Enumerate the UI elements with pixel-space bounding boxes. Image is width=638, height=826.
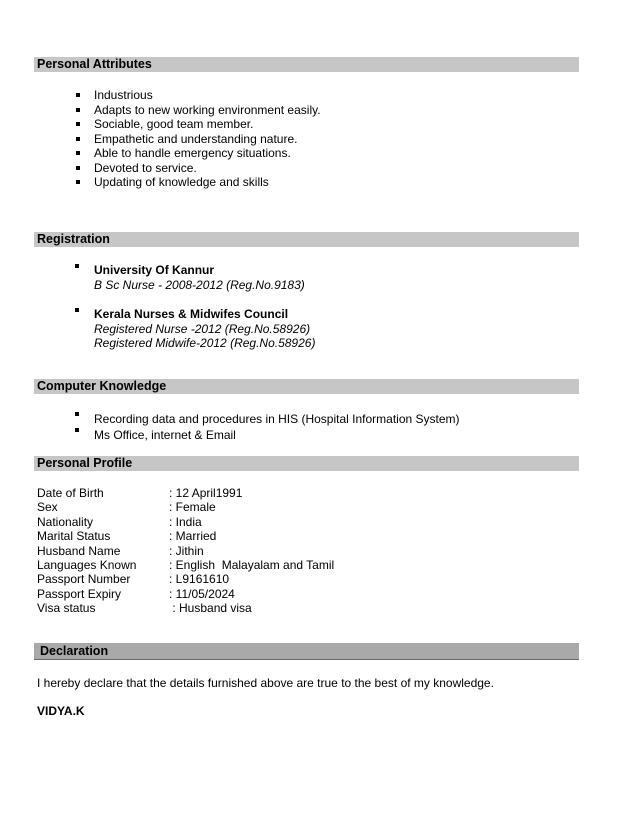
list-item: Empathetic and understanding nature. (74, 132, 321, 147)
profile-value: : English Malayalam and Tamil (169, 558, 335, 573)
profile-label: Marital Status (37, 529, 111, 544)
profile-table (37, 486, 334, 616)
registration-entry (74, 263, 305, 292)
personal-profile-heading: Personal Profile (34, 456, 579, 471)
personal-attributes-list (74, 88, 321, 190)
profile-value: : Married (169, 529, 217, 544)
profile-value: : Husband visa (169, 601, 252, 616)
profile-row (37, 544, 334, 558)
profile-row (37, 500, 334, 514)
registration-detail: Registered Midwife-2012 (Reg.No.58926) (94, 336, 316, 350)
registration-detail: B Sc Nurse - 2008-2012 (Reg.No.9183) (94, 277, 305, 292)
profile-value: : India (169, 514, 202, 529)
profile-row (37, 601, 334, 615)
signature-name: VIDYA.K (37, 704, 85, 718)
profile-value: : L9161610 (169, 572, 230, 587)
profile-label: Passport Number (37, 572, 131, 587)
profile-label: Husband Name (37, 543, 121, 558)
profile-value: : Female (169, 500, 216, 515)
registration-title: Kerala Nurses & Midwifes Council (94, 307, 289, 321)
registration-item (74, 307, 315, 351)
list-item: Adapts to new working environment easily. (74, 103, 321, 118)
registration-heading: Registration (34, 232, 579, 247)
personal-attributes-heading: Personal Attributes (34, 57, 579, 72)
profile-value: : 11/05/2024 (169, 586, 235, 601)
registration-entry (74, 307, 315, 351)
profile-row (37, 587, 334, 601)
profile-row (37, 486, 334, 500)
profile-label: Nationality (37, 514, 94, 529)
list-item: Recording data and procedures in HIS (Hospital Information System) (74, 411, 460, 427)
list-item: Devoted to service. (74, 161, 321, 176)
registration-detail: Registered Nurse -2012 (Reg.No.58926) (94, 321, 311, 336)
list-item: Able to handle emergency situations. (74, 146, 321, 161)
declaration-heading: Declaration (34, 643, 579, 660)
list-item: Updating of knowledge and skills (74, 175, 321, 190)
profile-row (37, 558, 334, 572)
profile-row (37, 529, 334, 543)
profile-label: Languages Known (37, 558, 137, 573)
profile-value: : Jithin (169, 543, 204, 558)
profile-label: Sex (37, 500, 58, 515)
profile-row (37, 572, 334, 586)
list-item: Industrious (74, 88, 321, 103)
profile-label: Date of Birth (37, 486, 104, 500)
computer-knowledge-heading: Computer Knowledge (34, 379, 579, 394)
profile-value: : 12 April1991 (169, 486, 243, 500)
list-item: Sociable, good team member. (74, 117, 321, 132)
computer-knowledge-list (74, 411, 460, 443)
profile-label: Passport Expiry (37, 586, 122, 601)
list-item: Ms Office, internet & Email (74, 427, 460, 443)
registration-title: University Of Kannur (94, 263, 215, 277)
profile-label: Visa status (37, 601, 96, 616)
profile-row (37, 515, 334, 529)
registration-item (74, 263, 305, 292)
declaration-text: I hereby declare that the details furnished above are true to the best of my knowledge. (37, 676, 494, 690)
